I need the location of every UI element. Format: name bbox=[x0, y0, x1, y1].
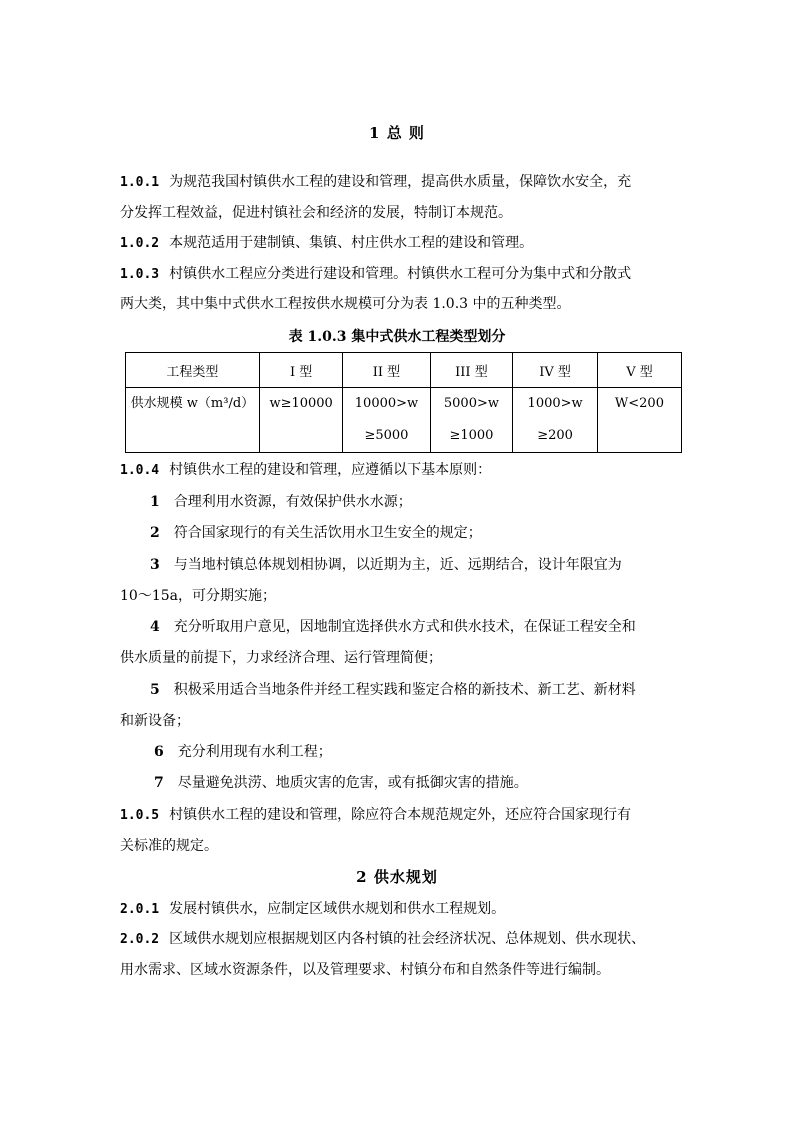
clause-number: 2.0.1 bbox=[120, 902, 160, 917]
clause-2-0-2-line-2: 用水需求、区域水资源条件，以及管理要求、村镇分布和自然条件等进行编制。 bbox=[120, 962, 610, 978]
table-title: 表 1.0.3 集中式供水工程类型划分 bbox=[288, 329, 506, 345]
principle-number: 2 bbox=[150, 525, 160, 541]
water-supply-type-table bbox=[125, 352, 682, 453]
header-cell-2: II 型 bbox=[343, 353, 430, 388]
clause-2-0-1-line-1 bbox=[120, 899, 680, 920]
clause-1-0-5-line-2: 关标准的规定。 bbox=[120, 838, 218, 854]
principle-text: 积极采用适合当地条件并经工程实践和鉴定合格的新技术、新工艺、新材料 bbox=[173, 682, 636, 698]
clause-number: 1.0.4 bbox=[120, 463, 160, 478]
principle-5 bbox=[150, 680, 710, 700]
principle-7 bbox=[154, 773, 714, 793]
clause-text: 发展村镇供水，应制定区域供水规划和供水工程规划。 bbox=[169, 901, 506, 917]
principle-number: 5 bbox=[150, 682, 160, 698]
cell-line: ≥5000 bbox=[364, 428, 409, 443]
cell-line: ≥1000 bbox=[449, 428, 494, 443]
principle-text: 与当地村镇总体规划相协调，以近期为主，近、远期结合，设计年限宜为 bbox=[173, 557, 622, 573]
cell-line: 1000>w bbox=[527, 396, 583, 411]
scale-cell-1 bbox=[259, 388, 343, 453]
principle-number: 3 bbox=[150, 557, 160, 573]
principle-3 bbox=[150, 555, 710, 575]
principle-6 bbox=[154, 742, 714, 762]
table-header-row bbox=[126, 353, 682, 388]
section-2-title: 2 供水规划 bbox=[356, 868, 438, 886]
clause-text: 为规范我国村镇供水工程的建设和管理，提高供水质量，保障饮水安全，充 bbox=[169, 174, 632, 190]
clause-1-0-3-line-2: 两大类，其中集中式供水工程按供水规模可分为表 1.0.3 中的五种类型。 bbox=[120, 296, 571, 312]
clause-text: 村镇供水工程应分类进行建设和管理。村镇供水工程可分为集中式和分散式 bbox=[169, 266, 632, 282]
cell-line: w≥10000 bbox=[269, 396, 333, 411]
header-cell-4: IV 型 bbox=[513, 353, 598, 388]
principle-3-line-2: 10～15a，可分期实施； bbox=[120, 588, 276, 604]
cell-line: 10000>w bbox=[354, 396, 419, 411]
principle-number: 1 bbox=[150, 494, 160, 510]
section-1-title: 1 总 则 bbox=[369, 124, 425, 142]
principle-text: 充分听取用户意见，因地制宜选择供水方式和供水技术，在保证工程安全和 bbox=[173, 619, 636, 635]
row-label-cell: 供水规模 w（m³/d） bbox=[126, 388, 260, 453]
cell-line: ≥200 bbox=[537, 428, 573, 443]
clause-number: 1.0.2 bbox=[120, 236, 160, 251]
clause-number: 1.0.3 bbox=[120, 267, 160, 282]
clause-text: 本规范适用于建制镇、集镇、村庄供水工程的建设和管理。 bbox=[169, 235, 534, 251]
clause-1-0-2-line-1 bbox=[120, 233, 680, 254]
clause-1-0-5-line-1 bbox=[120, 805, 680, 826]
principle-number: 7 bbox=[154, 775, 164, 791]
principle-2 bbox=[150, 523, 710, 543]
principle-text: 充分利用现有水利工程； bbox=[177, 744, 332, 760]
header-cell-5: V 型 bbox=[597, 353, 681, 388]
principle-4 bbox=[150, 617, 710, 637]
scale-cell-5 bbox=[597, 388, 681, 453]
clause-number: 2.0.2 bbox=[120, 932, 160, 947]
principle-number: 4 bbox=[150, 619, 160, 635]
clause-1-0-1-line-1 bbox=[120, 172, 680, 193]
principle-4-line-2: 供水质量的前提下，力求经济合理、运行管理简便； bbox=[120, 650, 442, 666]
scale-cell-3 bbox=[430, 388, 513, 453]
clause-text: 村镇供水工程的建设和管理，除应符合本规范规定外，还应符合国家现行有 bbox=[169, 807, 632, 823]
header-cell-3: III 型 bbox=[430, 353, 513, 388]
clause-1-0-1-line-2: 分发挥工程效益，促进村镇社会和经济的发展，特制订本规范。 bbox=[120, 205, 512, 221]
clause-text: 村镇供水工程的建设和管理，应遵循以下基本原则： bbox=[169, 462, 492, 478]
cell-line: 5000>w bbox=[443, 396, 499, 411]
cell-line: W<200 bbox=[614, 396, 664, 411]
header-cell-type: 工程类型 bbox=[126, 353, 260, 388]
principle-5-line-2: 和新设备； bbox=[120, 713, 190, 729]
scale-cell-4 bbox=[513, 388, 598, 453]
clause-number: 1.0.1 bbox=[120, 175, 160, 190]
principle-1 bbox=[150, 492, 710, 512]
clause-2-0-2-line-1 bbox=[120, 929, 680, 950]
clause-1-0-3-line-1 bbox=[120, 264, 680, 285]
clause-text: 区域供水规划应根据规划区内各村镇的社会经济状况、总体规划、供水现状、 bbox=[169, 931, 646, 947]
clause-1-0-4-line-1 bbox=[120, 460, 680, 481]
principle-number: 6 bbox=[154, 744, 164, 760]
header-cell-1: I 型 bbox=[259, 353, 343, 388]
principle-text: 合理利用水资源，有效保护供水水源； bbox=[173, 494, 412, 510]
principle-text: 符合国家现行的有关生活饮用水卫生安全的规定； bbox=[173, 525, 482, 541]
scale-cell-2 bbox=[343, 388, 430, 453]
table-row bbox=[126, 388, 682, 453]
principle-text: 尽量避免洪涝、地质灾害的危害，或有抵御灾害的措施。 bbox=[177, 775, 528, 791]
clause-number: 1.0.5 bbox=[120, 808, 160, 823]
